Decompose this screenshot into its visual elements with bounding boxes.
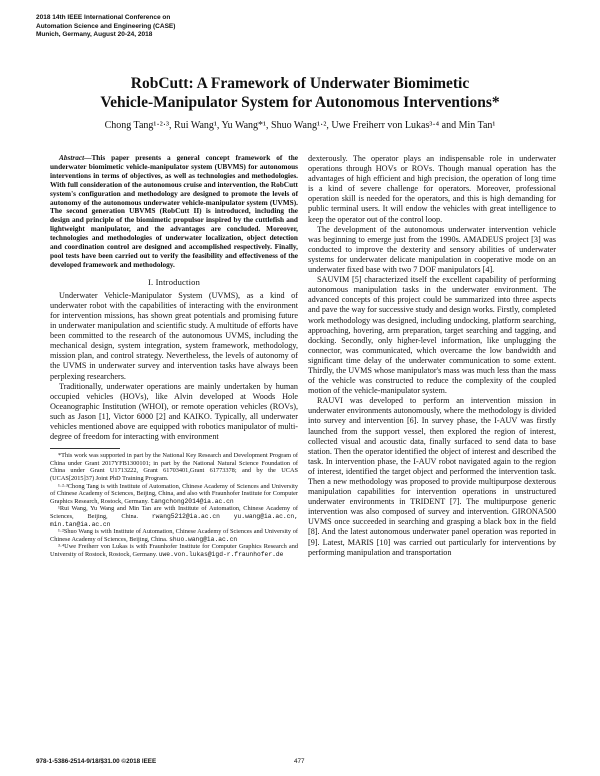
right-paragraph-4: RAUVI was developed to perform an intervention mission in underwater environments autonomously, where the methodology is divided into survey and intervention [6]. In survey phase, the I-AUV was firstly launched from the support vessel, then explored the region of interest, collected visual and acoustic data, finally surfaced to send data to base station. Then the operator identified the object of interest and described the task. In intervention phase, the I-AUV robot navigated again to the region of interest, identified the target object and performed the intervention task. Then a new methodology was proposed to provide multipurpose dexterous manipulation capabilities for intervention operations in unstructured underwater environments in TRIDENT [7]. The multipurpose generic intervention was also composed of survey and intervention. GIRONA500 UVMS once succeeded in searching and grasping a black box in the field [8]. And the latest autonomous underwater panel operation was reported in [9]. Latest, MARIS [10] was carried out particularly for interventions by performing manipulation and transportation xyxy=(308,396,556,557)
conference-line-1: 2018 14th IEEE International Conference on xyxy=(36,14,171,21)
left-column xyxy=(50,154,298,559)
section-heading-introduction: I. Introduction xyxy=(147,276,201,287)
page-number: 477 xyxy=(294,758,305,765)
footnote-affiliation-uwe: ³·⁴Uwe Freiherr von Lukas is with Fraunhofer Institute for Computer Graphics Research and University of Rostock, Rostock, Germany. uwe.von.lukas@igd-r.fraunhofer.de xyxy=(50,543,298,558)
email-tang[interactable]: tangchong2014@ia.ac.cn xyxy=(150,497,234,505)
right-paragraph-3: SAUVIM [5] characterized itself the excellent capability of performing autonomous manipulation tasks in the underwater environment. The advanced concepts of this project could be summarized into three aspects and pave the way for successive study and design works. Firstly, completed work methodology was designed, including undocking, platform searching, approaching, hovering, arm preparation, target searching and tagging, and docking. Secondly, only higher-level information, like unplugging the connector, was communicated, which overcame the low bandwidth and significant time delay of the underwater communication to some extent. Thirdly, the UVMS whose manipulator's mass was much less than the mass of the vehicle was constructed to reduce the complexity of the coupled motion of the vehicle-manipulator system. xyxy=(308,275,556,396)
conference-line-3: Munich, Germany, August 20-24, 2018 xyxy=(36,31,153,38)
author-list: Chong Tang¹·²·³, Rui Wang¹, Yu Wang*¹, Shuo Wang¹·², Uwe Freiherr von Lukas³·⁴ and Min Tan¹ xyxy=(104,120,496,131)
conference-line-2: Automation Science and Engineering (CASE) xyxy=(36,22,176,30)
title-line-2: Vehicle-Manipulator System for Autonomous Interventions* xyxy=(100,94,500,111)
footnote-rule xyxy=(50,448,120,449)
footnote-funding: *This work was supported in part by the National Key Research and Development Program of China under Grant 2017YFB1300101; in part by the National Natural Science Foundation of China under Grant U1713222, Grant 61703401,Grant 61773378; and by the UCAS (UCAS[2015]37) Joint PhD Training Program. xyxy=(50,452,298,482)
email-shuo[interactable]: shuo.wang@ia.ac.cn xyxy=(169,535,238,543)
footnotes xyxy=(50,452,298,558)
footer-isbn: 978-1-5386-2514-9/18/$31.00 ©2018 IEEE xyxy=(36,758,157,765)
footnote-affiliation-shuo: ¹·²Shuo Wang is with Institute of Automation, Chinese Academy of Sciences and University of Chinese Academy of Sciences, Beijing, China. shuo.wang@ia.ac.cn xyxy=(50,528,298,543)
right-column xyxy=(308,154,556,558)
abstract-text: —This paper presents a general concept framework of the underwater biomimetic vehicle-manipulator system (UBVMS) for autonomous interventions in terms of objectives, as well as technologies and methodologies. With full consideration of the autonomous cruise and intervention, the RobCutt system's configuration and methodology are designed to promote the levels of autonomy of the autonomous underwater vehicle-manipulator system (UVMS). The second generation UBVMS (RobCutt II) is introduced, including the design and principle of the biomimetic propulsor inspired by the cuttlefish and lightweight manipulator, and the advantages are concluded. Moreover, technologies and methodologies of underwater localization, object detection and coordination control are designed and accomplished respectively. Finally, pool tests have been carried out to verify the feasibility and effectiveness of the developed framework and methodology. xyxy=(50,153,298,269)
email-uwe[interactable]: uwe.von.lukas@igd-r.fraunhofer.de xyxy=(158,550,284,558)
conference-header xyxy=(36,14,175,40)
footnote-affiliation-wang-tan: ¹Rui Wang, Yu Wang and Min Tan are with Institute of Automation, Chinese Academy of Sciences, Beijing, China. rwang5212@ia.ac.cn yu.wang@ia.ac.cn, min.tan@ia.ac.cn xyxy=(50,505,298,528)
email-yu-min[interactable]: yu.wang@ia.ac.cn, min.tan@ia.ac.cn xyxy=(50,512,298,528)
email-rui-wang[interactable]: rwang5212@ia.ac.cn xyxy=(151,512,220,520)
intro-paragraph-2: Traditionally, underwater operations are mainly undertaken by human occupied vehicles (HOVs), like Alvin developed at Woods Hole Oceanographic Institution (WHOI), or remote operation vehicles (ROVs), such as Jason [1], Victor 6000 [2] and KAIKO. Typically, all underwater vehicles mentioned above are equipped with robotics manipulator of multi-degree of freedom for interacting with environment xyxy=(50,381,298,442)
intro-paragraph-1: Underwater Vehicle-Manipulator System (UVMS), as a kind of underwater robot with the capabilities of interacting with the environment for intervention missions, has shown great potentials and promising future in underwater manipulation and scientific study. A multitude of efforts have been committed to the research of the autonomous UVMS, including the mechanical design, system integration, system framework, methodology, mission plan, and control strategy. Nevertheless, the levels of autonomy of the UVMS in underwater survey and intervention tasks have always been perplexing researchers. xyxy=(50,290,298,381)
abstract xyxy=(50,154,298,270)
footnote-affiliation-tang: ¹·²·³Chong Tang is with Institute of Automation, Chinese Academy of Sciences and University of Chinese Academy of Sciences, Beijing, China, and also with Fraunhofer Institute for Computer Graphics Research, Rostock, Germany. tangchong2014@ia.ac.cn xyxy=(50,482,298,505)
right-paragraph-1: dexterously. The operator plays an indispensable role in underwater operations through HOVs or ROVs. Though manual operation has the advantages of high efficient and high precision, the operation of long time is a kind of severe challenge for operators. Moreover, professional operation skill is needed for the operators, and this is high demanding for public terminal users. It will endow the vehicles with great intelligence to keep the operator out of the control loop. xyxy=(308,154,556,224)
right-paragraph-2: The development of the autonomous underwater intervention vehicle was beginning to emerge just from the 1990s. AMADEUS project [3] was conducted to improve the dexterity and sensory abilities of underwater systems for underwater delicate manipulation in cooperative mode on an underwater fixed base with two 7 DOF manipulators [4]. xyxy=(308,224,556,275)
title-line-1: RobCutt: A Framework of Underwater Biomimetic xyxy=(130,75,470,92)
abstract-label: Abstract xyxy=(59,153,85,162)
paper-title xyxy=(40,74,560,112)
